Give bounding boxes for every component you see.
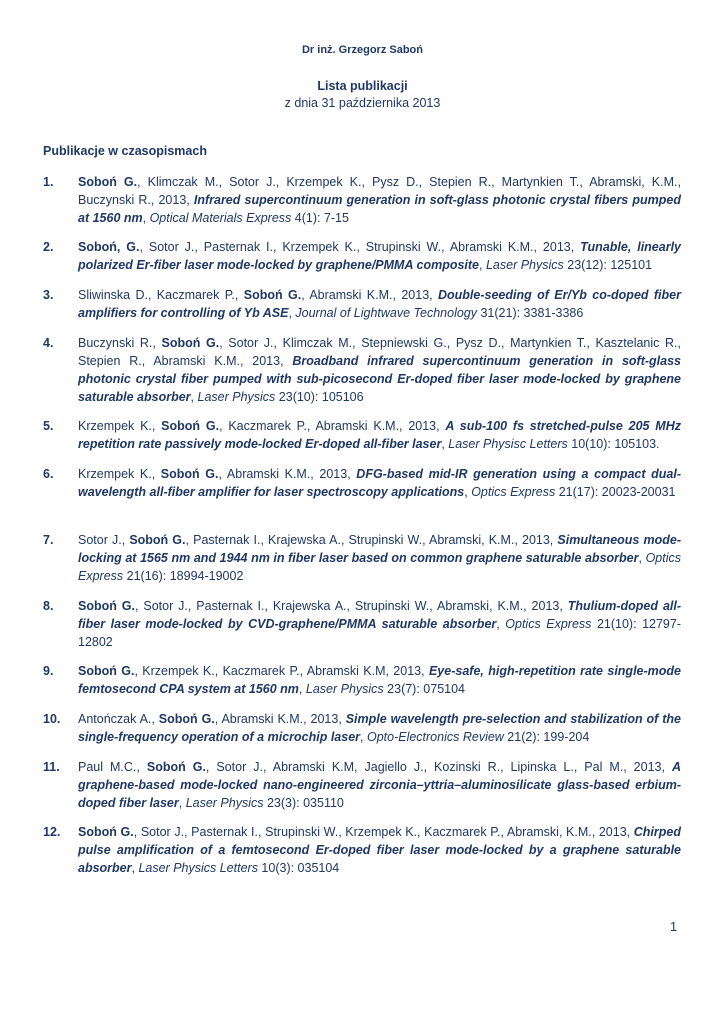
publication-highlight-author: Soboń G.	[78, 175, 138, 189]
publication-title: Infrared supercontinuum generation in soft-glass photonic crystal fibers pumped at 1560 nm	[78, 193, 681, 225]
publication-title: A graphene-based mode-locked nano-engineered zirconia–yttria–aluminosilicate glass-based erbium-doped fiber laser	[78, 760, 681, 810]
publication-separator: ,	[441, 437, 449, 451]
publication-item	[43, 173, 681, 227]
publication-title: A sub-100 fs stretched-pulse 205 MHz repetition rate passively mode-locked Er-doped all-fiber laser	[78, 419, 681, 451]
publication-title: Eye-safe, high-repetition rate single-mode femtosecond CPA system at 1560 nm	[78, 664, 681, 696]
publication-journal: Opto-Electronics Review	[366, 730, 504, 744]
publication-journal: Laser Physics	[197, 390, 276, 404]
publication-highlight-author: Soboń G.	[161, 419, 220, 433]
publication-highlight-author: Soboń G.	[78, 825, 134, 839]
publication-details: 23(7): 075104	[383, 682, 465, 696]
publication-journal: Optics Express	[78, 551, 681, 583]
publication-number: 6.	[43, 467, 54, 481]
publication-highlight-author: Soboń G.	[243, 288, 302, 302]
publication-separator: ,	[298, 682, 306, 696]
publication-highlight-author: Soboń G.	[161, 336, 220, 350]
publication-number: 7.	[43, 533, 54, 547]
publication-journal: Optical Materials Express	[149, 211, 292, 225]
publication-number: 12.	[43, 825, 61, 839]
publication-separator: ,	[142, 211, 150, 225]
publication-authors-after: , Klimczak M., Sotor J., Krzempek K., Pysz D., Stepien R., Martynkien T., Abramski, K.M., Buczynski R., 2013,	[78, 175, 681, 207]
publication-details: 23(10): 105106	[275, 390, 364, 404]
publication-separator: ,	[496, 617, 506, 631]
publication-details: 10(10): 105103.	[567, 437, 660, 451]
publication-journal: Laser Physics Letters	[138, 861, 258, 875]
publication-details: 10(3): 035104	[257, 861, 340, 875]
publication-authors-before: Antończak A.,	[78, 712, 159, 726]
document-author: Dr inż. Grzegorz Saboń	[301, 44, 423, 56]
publication-details: 23(3): 035110	[263, 796, 344, 810]
publication-item	[43, 465, 681, 501]
section-title: Publikacje w czasopismach	[43, 144, 207, 158]
publication-authors-after: , Sotor J., Pasternak I., Strupinski W., Krzempek K., Kaczmarek P., Abramski, K.M., 2013,	[133, 825, 634, 839]
publication-item	[43, 597, 681, 651]
publication-number: 11.	[43, 760, 60, 774]
publication-highlight-author: Soboń G.	[160, 467, 219, 481]
publication-separator: ,	[190, 390, 198, 404]
publication-highlight-author: Soboń G.	[146, 760, 206, 774]
publication-highlight-author: Soboń G.	[78, 664, 135, 678]
document-date: z dnia 31 października 2013	[284, 96, 441, 110]
publication-number: 2.	[43, 240, 54, 254]
publication-item	[43, 710, 681, 746]
publication-authors-after: , Kaczmarek P., Abramski K.M., 2013,	[219, 419, 446, 433]
publication-number: 3.	[43, 288, 54, 302]
publication-highlight-author: Soboń G.	[158, 712, 215, 726]
publication-separator: ,	[464, 485, 472, 499]
publication-highlight-author: Soboń, G.	[78, 240, 140, 254]
publication-number: 5.	[43, 419, 54, 433]
publication-authors-before: Sliwinska D., Kaczmarek P.,	[78, 288, 244, 302]
publication-journal: Laser Physics	[305, 682, 384, 696]
publication-authors-after: , Sotor J., Abramski K.M, Jagiello J., Kozinski R., Lipinska L., Pal M., 2013,	[205, 760, 672, 774]
publication-title: Simultaneous mode-locking at 1565 nm and 1944 nm in fiber laser based on common graphene saturable absorber	[78, 533, 681, 565]
publication-authors-after: , Krzempek K., Kaczmarek P., Abramski K.M, 2013,	[134, 664, 429, 678]
publication-title: Chirped pulse amplification of a femtosecond Er-doped fiber laser mode-locked by a graphene saturable absorber	[78, 825, 681, 875]
publication-separator: ,	[131, 861, 139, 875]
publication-journal: Laser Physics	[185, 796, 264, 810]
publication-item	[43, 334, 681, 406]
publication-authors-after: , Sotor J., Klimczak M., Stepniewski G., Pysz D., Martynkien T., Kasztelanic R., Stepien R., Abramski K.M., 2013,	[78, 336, 682, 368]
publication-title: DFG-based mid-IR generation using a compact dual-wavelength all-fiber amplifier for laser spectroscopy applications	[78, 467, 682, 499]
publication-authors-before: Krzempek K.,	[78, 467, 161, 481]
publication-item	[43, 286, 681, 322]
publication-journal: Laser Physisc Letters	[448, 437, 568, 451]
publication-separator: ,	[288, 306, 296, 320]
publication-details: 21(10): 12797-12802	[78, 617, 682, 649]
publication-authors-before: Paul M.C.,	[78, 760, 147, 774]
publication-item	[43, 238, 681, 274]
publication-separator: ,	[638, 551, 646, 565]
publication-journal: Laser Physics	[485, 258, 564, 272]
publication-number: 4.	[43, 336, 54, 350]
page-number: 1	[670, 920, 677, 934]
publication-authors-before: Krzempek K.,	[78, 419, 162, 433]
publication-item	[43, 662, 681, 698]
publication-details: 31(21): 3381-3386	[477, 306, 584, 320]
publication-number: 1.	[43, 175, 54, 189]
publication-authors-after: , Sotor J., Pasternak I., Krzempek K., Strupinski W., Abramski K.M., 2013,	[139, 240, 581, 254]
document-title: Lista publikacji	[317, 79, 408, 93]
publication-title: Simple wavelength pre-selection and stabilization of the single-frequency operation of a microchip laser	[78, 712, 681, 744]
publication-authors-after: , Sotor J., Pasternak I., Krajewska A., Strupinski W., Abramski, K.M., 2013,	[135, 599, 568, 613]
publication-journal: Optics Express	[471, 485, 556, 499]
publication-separator: ,	[178, 796, 186, 810]
publication-number: 9.	[43, 664, 54, 678]
publication-number: 8.	[43, 599, 54, 613]
publication-details: 21(17): 20023-20031	[555, 485, 676, 499]
publication-details: 21(2): 199-204	[503, 730, 590, 744]
publication-item	[43, 417, 681, 453]
publication-title: Broadband infrared supercontinuum generation in soft-glass photonic crystal fiber pumped with sub-picosecond Er-doped fiber laser mode-locked by graphene saturable absorber	[78, 354, 681, 404]
publication-authors-after: , Pasternak I., Krajewska A., Strupinski W., Abramski, K.M., 2013,	[185, 533, 558, 547]
publication-title: Double-seeding of Er/Yb co-doped fiber amplifiers for controlling of Yb ASE	[78, 288, 681, 320]
publication-item	[43, 758, 681, 812]
publication-journal: Journal of Lightwave Technology	[295, 306, 477, 320]
publication-title: Tunable, linearly polarized Er-fiber laser mode-locked by graphene/PMMA composite	[78, 240, 682, 272]
publication-item	[43, 531, 681, 585]
publication-journal: Optics Express	[505, 617, 592, 631]
publication-number: 10.	[43, 712, 61, 726]
publication-details: 4(1): 7-15	[291, 211, 349, 225]
publication-authors-after: , Abramski K.M., 2013,	[214, 712, 346, 726]
publication-item	[43, 823, 681, 877]
publication-details: 21(16): 18994-19002	[123, 569, 244, 583]
publication-separator: ,	[479, 258, 486, 272]
publication-highlight-author: Soboń G.	[78, 599, 135, 613]
publication-details: 23(12): 125101	[563, 258, 653, 272]
publication-authors-after: , Abramski K.M., 2013,	[218, 467, 357, 481]
publication-separator: ,	[360, 730, 367, 744]
publication-authors-before: Sotor J.,	[78, 533, 130, 547]
publication-authors-after: , Abramski K.M., 2013,	[301, 288, 438, 302]
publication-title: Thulium-doped all-fiber laser mode-locked by CVD-graphene/PMMA saturable absorber	[78, 599, 682, 631]
publication-authors-before: Buczynski R.,	[78, 336, 162, 350]
publication-highlight-author: Soboń G.	[129, 533, 186, 547]
